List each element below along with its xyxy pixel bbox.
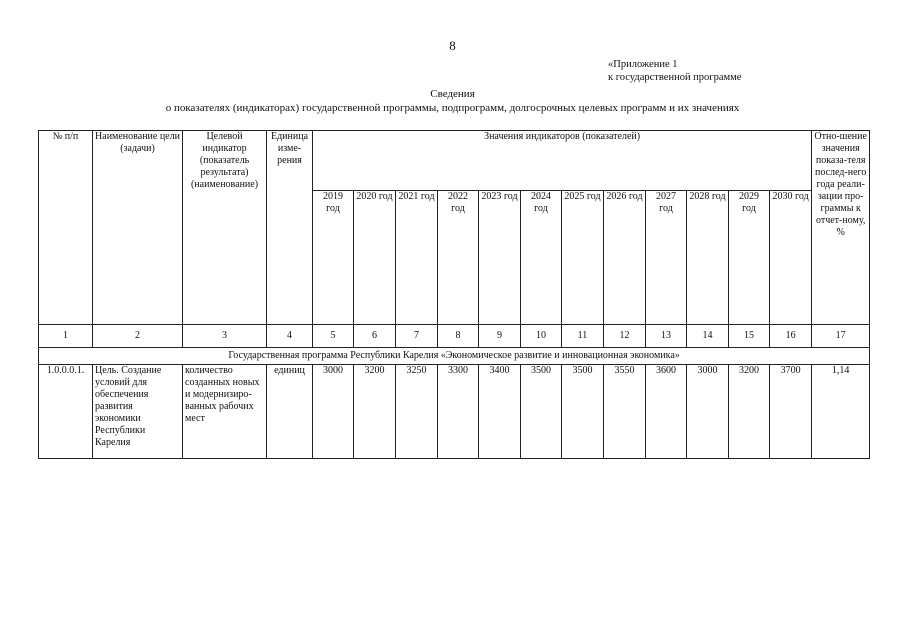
row-indicator: количество созданных новых и модернизиро-ванных рабочих мест — [183, 365, 267, 459]
heading-title: Сведения — [430, 88, 475, 100]
document-heading — [0, 88, 905, 115]
column-number: 12 — [604, 325, 646, 348]
header-goal: Наименование цели (задачи) — [93, 131, 183, 325]
row-value: 3400 — [479, 365, 521, 459]
header-year: 2027 год — [646, 191, 687, 325]
row-value: 3300 — [438, 365, 479, 459]
row-goal: Цель. Создание условий для обеспечения развития экономики Республики Карелия — [93, 365, 183, 459]
header-ratio: Отно-шение значения показа-теля послед-него года реали-зации про-граммы к отчет-ному, % — [812, 131, 870, 325]
column-number: 3 — [183, 325, 267, 348]
header-year: 2021 год — [396, 191, 438, 325]
column-number: 6 — [354, 325, 396, 348]
column-number: 15 — [729, 325, 770, 348]
header-year: 2025 год — [562, 191, 604, 325]
indicators-table — [38, 130, 870, 459]
header-year: 2029 год — [729, 191, 770, 325]
program-title: Государственная программа Республики Карелия «Экономическое развитие и инновационная экономика» — [39, 348, 870, 365]
header-unit: Единица изме-рения — [267, 131, 313, 325]
header-year: 2023 год — [479, 191, 521, 325]
row-number: 1.0.0.0.1. — [39, 365, 93, 459]
column-number: 17 — [812, 325, 870, 348]
row-unit: единиц — [267, 365, 313, 459]
header-year: 2019 год — [313, 191, 354, 325]
header-values: Значения индикаторов (показателей) — [313, 131, 812, 191]
row-value: 3500 — [562, 365, 604, 459]
row-value: 3000 — [687, 365, 729, 459]
row-ratio: 1,14 — [812, 365, 870, 459]
header-number: № п/п — [39, 131, 93, 325]
row-value: 3500 — [521, 365, 562, 459]
appendix-line-2: к государственной программе — [608, 72, 742, 83]
header-year: 2030 год — [770, 191, 812, 325]
column-number: 14 — [687, 325, 729, 348]
column-number: 4 — [267, 325, 313, 348]
header-year: 2026 год — [604, 191, 646, 325]
column-number: 7 — [396, 325, 438, 348]
header-year: 2020 год — [354, 191, 396, 325]
column-number: 5 — [313, 325, 354, 348]
row-value: 3000 — [313, 365, 354, 459]
column-number: 13 — [646, 325, 687, 348]
page-number: 8 — [449, 38, 456, 53]
row-value: 3200 — [729, 365, 770, 459]
column-number: 8 — [438, 325, 479, 348]
column-number: 9 — [479, 325, 521, 348]
column-number: 11 — [562, 325, 604, 348]
column-number: 1 — [39, 325, 93, 348]
column-number: 16 — [770, 325, 812, 348]
column-number: 2 — [93, 325, 183, 348]
row-value: 3600 — [646, 365, 687, 459]
row-value: 3250 — [396, 365, 438, 459]
row-value: 3550 — [604, 365, 646, 459]
header-indicator: Целевой индикатор (показатель результата) (наименование) — [183, 131, 267, 325]
header-year: 2022 год — [438, 191, 479, 325]
row-value: 3700 — [770, 365, 812, 459]
header-year: 2024 год — [521, 191, 562, 325]
row-value: 3200 — [354, 365, 396, 459]
appendix-note — [608, 58, 741, 84]
heading-subtitle: о показателях (индикаторах) государственной программы, подпрограмм, долгосрочных целевых программ и их значениях — [165, 101, 740, 114]
column-number: 10 — [521, 325, 562, 348]
header-year: 2028 год — [687, 191, 729, 325]
appendix-line-1: «Приложение 1 — [608, 59, 678, 70]
